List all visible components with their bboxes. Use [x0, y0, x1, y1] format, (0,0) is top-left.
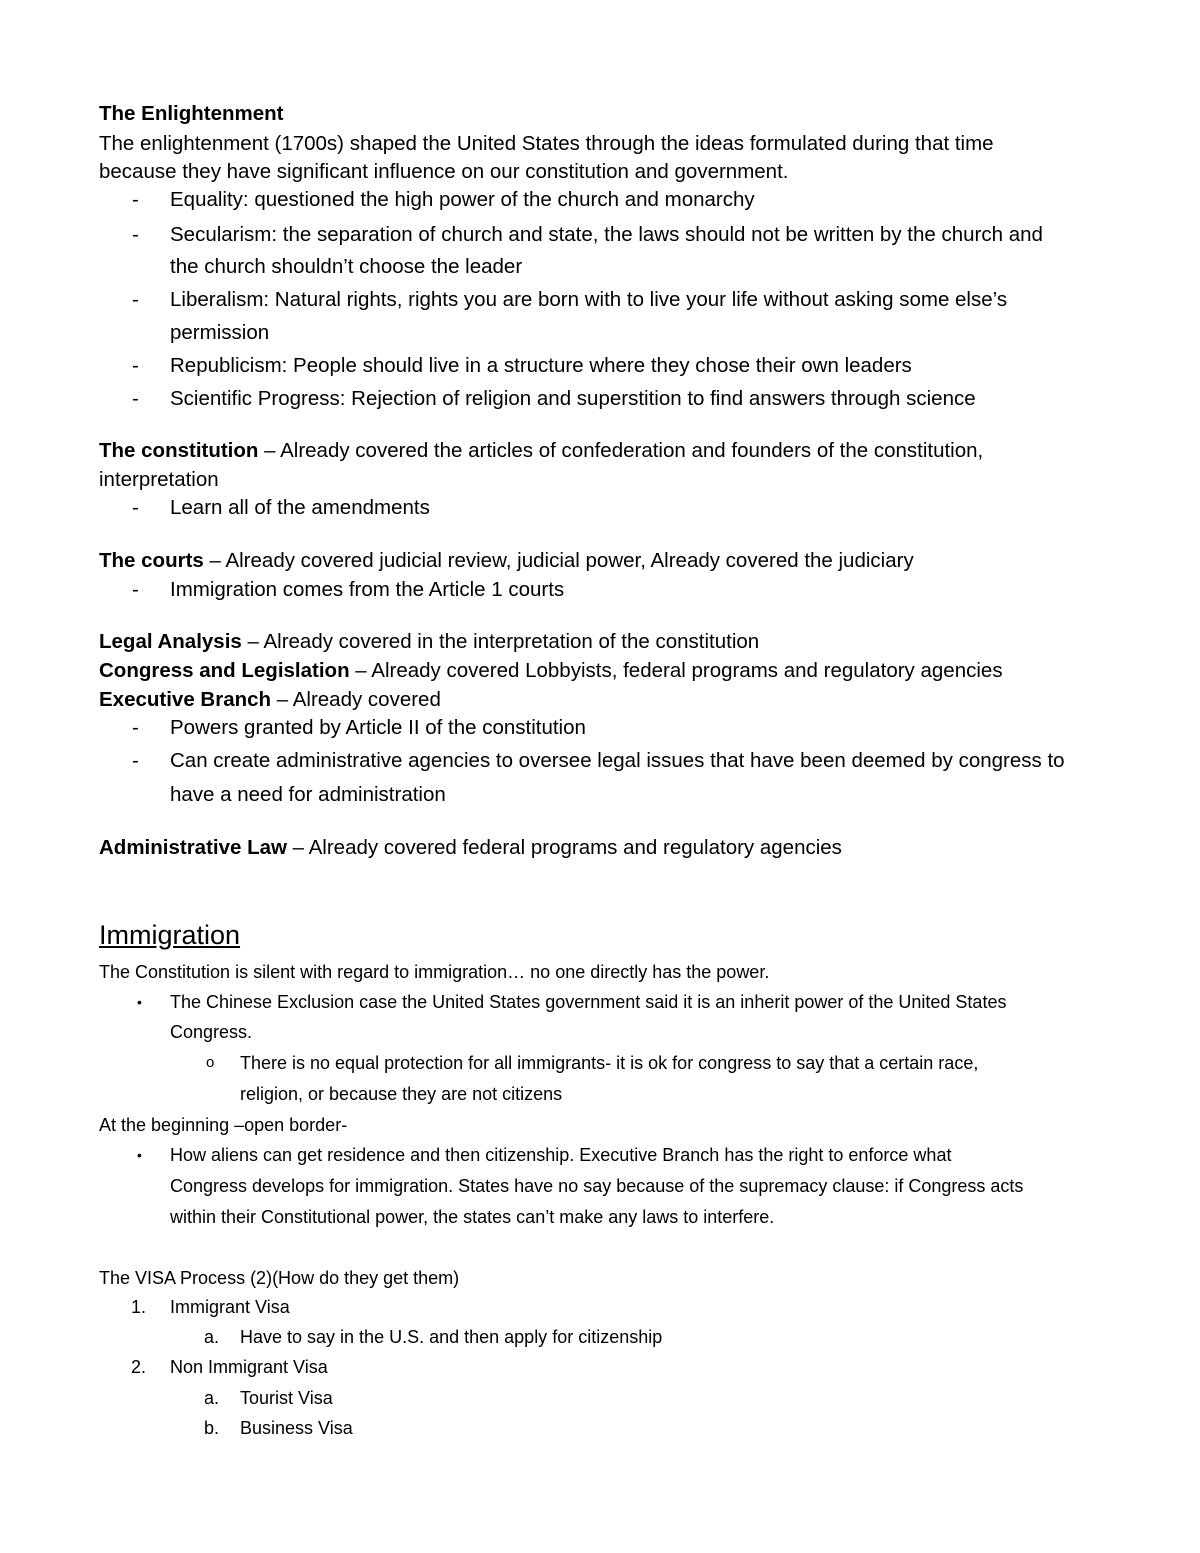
bullet-amendments: Learn all of the amendments	[170, 496, 430, 519]
visa-tourist: Tourist Visa	[240, 1388, 333, 1408]
bullet-equality: Equality: questioned the high power of the church and monarchy	[170, 188, 755, 211]
admin-law-heading: Administrative Law	[99, 836, 287, 859]
congress-text: – Already covered Lobbyists, federal programs and regulatory agencies	[349, 659, 1003, 682]
bullet-dot: •	[137, 994, 142, 1010]
list-letter: b.	[204, 1418, 220, 1438]
bullet-chinese-exclusion: The Chinese Exclusion case the United States government said it is an inherit power of the United States	[170, 992, 1007, 1012]
list-letter: a.	[204, 1327, 220, 1347]
list-number: 1.	[131, 1297, 147, 1317]
dash-bullet: -	[132, 354, 139, 377]
dash-bullet: -	[132, 188, 139, 211]
bullet-admin-agencies: Can create administrative agencies to oversee legal issues that have been deemed by congress to	[170, 749, 1065, 772]
immigration-heading: Immigration	[99, 920, 241, 950]
bullet-dot: •	[137, 1147, 142, 1163]
beginning-open-border: At the beginning –open border-	[99, 1115, 348, 1135]
constitution-line2: interpretation	[99, 468, 219, 491]
executive-text: – Already covered	[271, 688, 441, 711]
congress-heading: Congress and Legislation	[99, 659, 350, 682]
bullet-secularism: Secularism: the separation of church and state, the laws should not be written by the church and	[170, 223, 1043, 246]
bullet-residence-citizenship: How aliens can get residence and then citizenship. Executive Branch has the right to enforce what	[170, 1145, 952, 1165]
sub-bullet-equal-protection: There is no equal protection for all immigrants- it is ok for congress to say that a certain race,	[240, 1053, 979, 1073]
sub-bullet-circle: o	[206, 1054, 215, 1071]
congress-line	[99, 657, 1003, 685]
admin-law-line	[99, 834, 842, 862]
bullet-scientific-progress: Scientific Progress: Rejection of religion and superstition to find answers through science	[170, 387, 976, 410]
list-letter: a.	[204, 1388, 220, 1408]
dash-bullet: -	[132, 716, 139, 739]
courts-line	[99, 547, 914, 575]
bullet-residence-citizenship-cont2: within their Constitutional power, the states can’t make any laws to interfere.	[170, 1207, 775, 1227]
dash-bullet: -	[132, 578, 139, 601]
constitution-heading: The constitution	[99, 439, 259, 462]
visa-immigrant-sub-a: Have to say in the U.S. and then apply for citizenship	[240, 1327, 663, 1347]
bullet-liberalism: Liberalism: Natural rights, rights you are born with to live your life without asking some else’s	[170, 288, 1008, 311]
bullet-republicism: Republicism: People should live in a structure where they chose their own leaders	[170, 354, 912, 377]
bullet-article1-courts: Immigration comes from the Article 1 courts	[170, 578, 565, 601]
executive-line	[99, 686, 441, 714]
dash-bullet: -	[132, 223, 139, 246]
legal-analysis-heading: Legal Analysis	[99, 630, 242, 653]
courts-heading: The courts	[99, 549, 204, 572]
bullet-chinese-exclusion-cont: Congress.	[170, 1022, 253, 1042]
bullet-residence-citizenship-cont1: Congress develops for immigration. States have no say because of the supremacy clause: if Congress acts	[170, 1176, 1024, 1196]
enlightenment-intro-line2: because they have significant influence on our constitution and government.	[99, 160, 789, 183]
constitution-line	[99, 437, 983, 465]
enlightenment-intro-line1: The enlightenment (1700s) shaped the United States through the ideas formulated during that time	[99, 132, 994, 155]
list-number: 2.	[131, 1357, 147, 1377]
visa-heading: The VISA Process (2)(How do they get them)	[99, 1268, 460, 1288]
visa-business: Business Visa	[240, 1418, 353, 1438]
executive-heading: Executive Branch	[99, 688, 272, 711]
bullet-liberalism-cont: permission	[170, 321, 270, 344]
dash-bullet: -	[132, 496, 139, 519]
legal-analysis-line	[99, 628, 759, 656]
visa-non-immigrant: Non Immigrant Visa	[170, 1357, 328, 1377]
courts-text: – Already covered judicial review, judicial power, Already covered the judiciary	[203, 549, 914, 572]
immigration-intro: The Constitution is silent with regard to immigration… no one directly has the power.	[99, 962, 770, 982]
admin-law-text: – Already covered federal programs and regulatory agencies	[286, 836, 842, 859]
sub-bullet-equal-protection-cont: religion, or because they are not citizens	[240, 1084, 563, 1104]
bullet-secularism-cont: the church shouldn’t choose the leader	[170, 255, 523, 278]
bullet-admin-agencies-cont: have a need for administration	[170, 783, 446, 806]
bullet-article2-powers: Powers granted by Article II of the constitution	[170, 716, 586, 739]
visa-immigrant: Immigrant Visa	[170, 1297, 290, 1317]
dash-bullet: -	[132, 288, 139, 311]
enlightenment-heading: The Enlightenment	[99, 102, 284, 125]
dash-bullet: -	[132, 387, 139, 410]
dash-bullet: -	[132, 749, 139, 772]
constitution-text: – Already covered the articles of confederation and founders of the constitution,	[258, 439, 984, 462]
legal-analysis-text: – Already covered in the interpretation of the constitution	[241, 630, 760, 653]
